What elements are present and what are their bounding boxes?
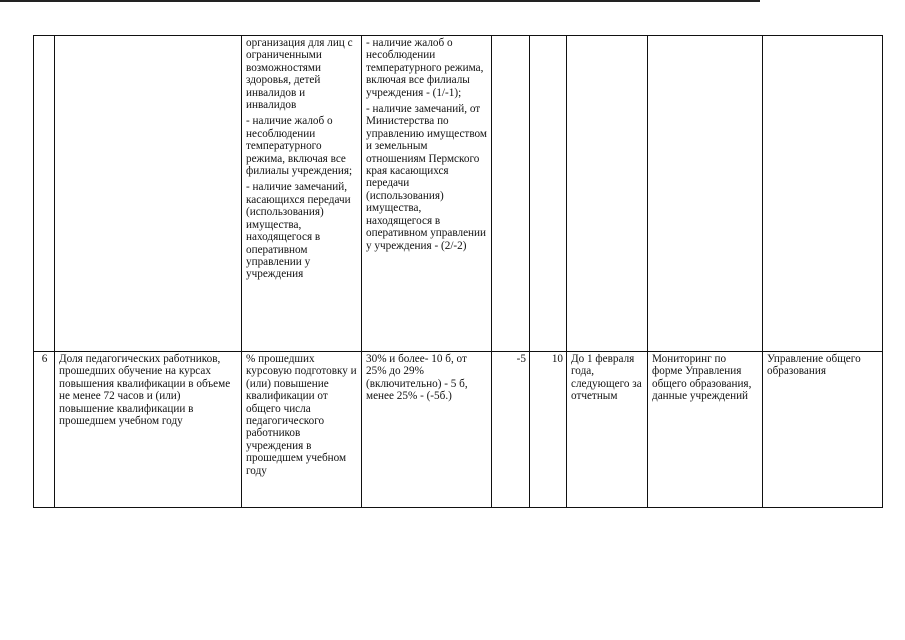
cell-measure bbox=[242, 36, 362, 352]
cell-deadline bbox=[567, 36, 648, 352]
table-row-6 bbox=[34, 352, 883, 508]
cell-min bbox=[492, 36, 530, 352]
cell-source bbox=[648, 36, 763, 352]
measure-text-2: - наличие жалоб о несоблюдении температурного режима, включая все филиалы учреждения; bbox=[246, 115, 353, 178]
min-score: -5 bbox=[492, 352, 530, 508]
top-rule bbox=[0, 0, 760, 2]
data-source: Мониторинг по форме Управления общего образования, данные учреждений bbox=[648, 352, 763, 508]
responsible: Управление общего образования bbox=[763, 352, 883, 508]
criteria-text-2: - наличие замечаний, от Министерства по управлению имуществом и земельным отношениям Пермского края касающихся передачи (использования) имущества, находящегося в оперативном управлении у учреждения - (2/-2) bbox=[366, 103, 487, 252]
row-number: 6 bbox=[34, 352, 55, 508]
measure-text-3: - наличие замечаний, касающихся передачи (использования) имущества, находящегося в оперативном управлении у учреждения bbox=[246, 181, 351, 281]
table-row-continuation bbox=[34, 36, 883, 352]
cell-indicator bbox=[55, 36, 242, 352]
indicator-name: Доля педагогических работников, прошедших обучение на курсах повышения квалификации в объеме не менее 72 часов и (или) повышение квалификации в прошедшем учебном году bbox=[55, 352, 242, 508]
cell-criteria bbox=[362, 36, 492, 352]
criteria-text-1: - наличие жалоб о несоблюдении температурного режима, включая все филиалы учреждения - (1/-1); bbox=[366, 37, 484, 99]
measure: % прошедших курсовую подготовку и (или) повышение квалификации от общего числа педагогического работников учреждения в прошедшем учебном году bbox=[242, 352, 362, 508]
cell-num bbox=[34, 36, 55, 352]
criteria: 30% и более- 10 б, от 25% до 29% (включительно) - 5 б, менее 25% - (-5б.) bbox=[362, 352, 492, 508]
indicators-table bbox=[33, 35, 883, 508]
max-score: 10 bbox=[530, 352, 567, 508]
cell-max bbox=[530, 36, 567, 352]
deadline: До 1 февраля года, следующего за отчетным bbox=[567, 352, 648, 508]
cell-responsible bbox=[763, 36, 883, 352]
measure-text-1: организация для лиц с ограниченными возможностями здоровья, детей инвалидов и инвалидов bbox=[246, 37, 353, 112]
